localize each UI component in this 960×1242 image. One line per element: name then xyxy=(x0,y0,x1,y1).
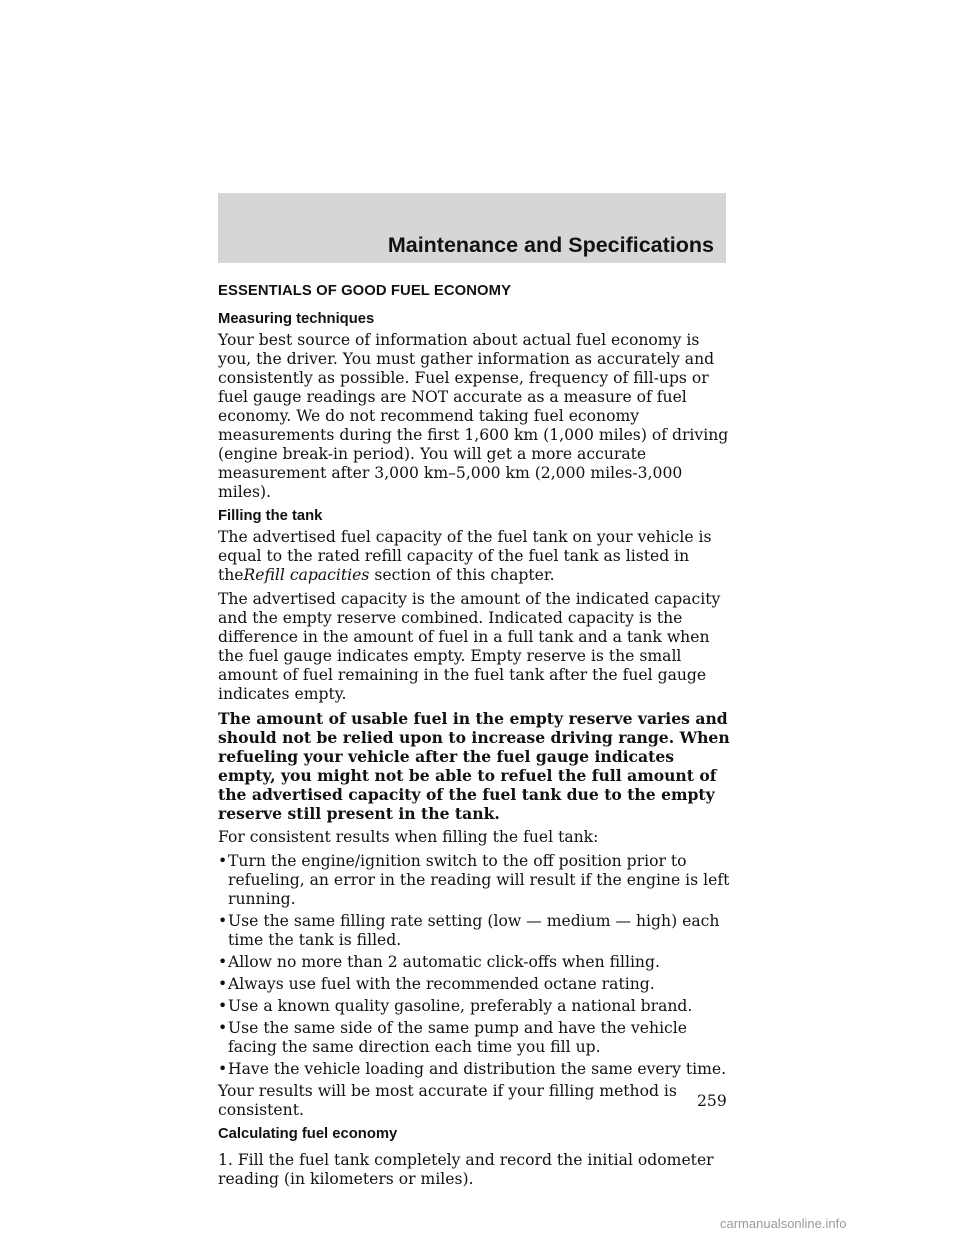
bullet-icon: • xyxy=(218,1060,228,1078)
page-content xyxy=(218,277,730,1194)
refill-capacities-reference: Refill capacities xyxy=(243,566,370,584)
bullet-icon: • xyxy=(218,1019,228,1037)
section-title: ESSENTIALS OF GOOD FUEL ECONOMY xyxy=(218,283,512,299)
chapter-header-band xyxy=(218,193,726,263)
bullet-icon: • xyxy=(218,912,228,930)
advertised-capacity-paragraph xyxy=(218,528,730,585)
empty-reserve-warning: The amount of usable fuel in the empty reserve varies and should not be relied upon to increase driving range. When refueling your vehicle after the fuel gauge indicates empty, you might not be able to refuel the full amount of the advertised capacity of the fuel tank due to the empty reserve still present in the tank. xyxy=(218,709,730,823)
list-item: • Always use fuel with the recommended octane rating. xyxy=(218,975,655,993)
filling-the-tank-heading: Filling the tank xyxy=(218,508,323,524)
list-item: • Have the vehicle loading and distribution the same every time. xyxy=(218,1060,727,1078)
advertised-capacity-text-end: section of this chapter. xyxy=(374,566,555,584)
list-item: • Allow no more than 2 automatic click-offs when filling. xyxy=(218,953,660,971)
chapter-title: Maintenance and Specifications xyxy=(387,233,714,257)
bullet-icon: • xyxy=(218,997,228,1015)
advertised-capacity-text: The advertised fuel capacity of the fuel tank on your vehicle is equal to the rated refill capacity of the fuel tank as listed in the xyxy=(218,528,712,584)
list-item: • Use the same filling rate setting (low — medium — high) each time the tank is filled. xyxy=(218,912,720,949)
list-item: • Turn the engine/ignition switch to the off position prior to refueling, an error in the reading will result if the engine is left running. xyxy=(218,852,730,908)
list-item: • Use the same side of the same pump and have the vehicle facing the same direction each time you fill up. xyxy=(218,1019,688,1056)
page-number: 259 xyxy=(697,1092,727,1110)
bullet-icon: • xyxy=(218,975,228,993)
measuring-techniques-paragraph: Your best source of information about actual fuel economy is you, the driver. You must gather information as accurately and consistently as possible. Fuel expense, frequency of fill-ups or fuel gauge readings are NOT accurate as a measure of fuel economy. We do not recommend taking fuel economy measurements during the first 1,600 km (1,000 miles) of driving (engine break-in period). You will get a more accurate measurement after 3,000 km–5,000 km (2,000 miles-3,000 miles). xyxy=(218,331,729,501)
filling-tips-list xyxy=(218,852,730,1079)
measuring-techniques-heading: Measuring techniques xyxy=(218,311,375,327)
list-item: • Use a known quality gasoline, preferably a national brand. xyxy=(218,997,693,1015)
calculating-fuel-economy-heading: Calculating fuel economy xyxy=(218,1126,398,1142)
filling-conclusion: Your results will be most accurate if your filling method is consistent. xyxy=(218,1082,677,1119)
consistent-results-intro: For consistent results when filling the fuel tank: xyxy=(218,828,599,846)
calculation-step-1: 1. Fill the fuel tank completely and record the initial odometer reading (in kilometers or miles). xyxy=(218,1151,714,1188)
bullet-icon: • xyxy=(218,953,228,971)
empty-reserve-paragraph: The advertised capacity is the amount of the indicated capacity and the empty reserve combined. Indicated capacity is the difference in the amount of fuel in a full tank and a tank when the fuel gauge indicates empty. Empty reserve is the small amount of fuel remaining in the fuel tank after the fuel gauge indicates empty. xyxy=(218,590,721,703)
bullet-icon: • xyxy=(218,852,228,870)
watermark: carmanualsonline.info xyxy=(720,1216,847,1231)
